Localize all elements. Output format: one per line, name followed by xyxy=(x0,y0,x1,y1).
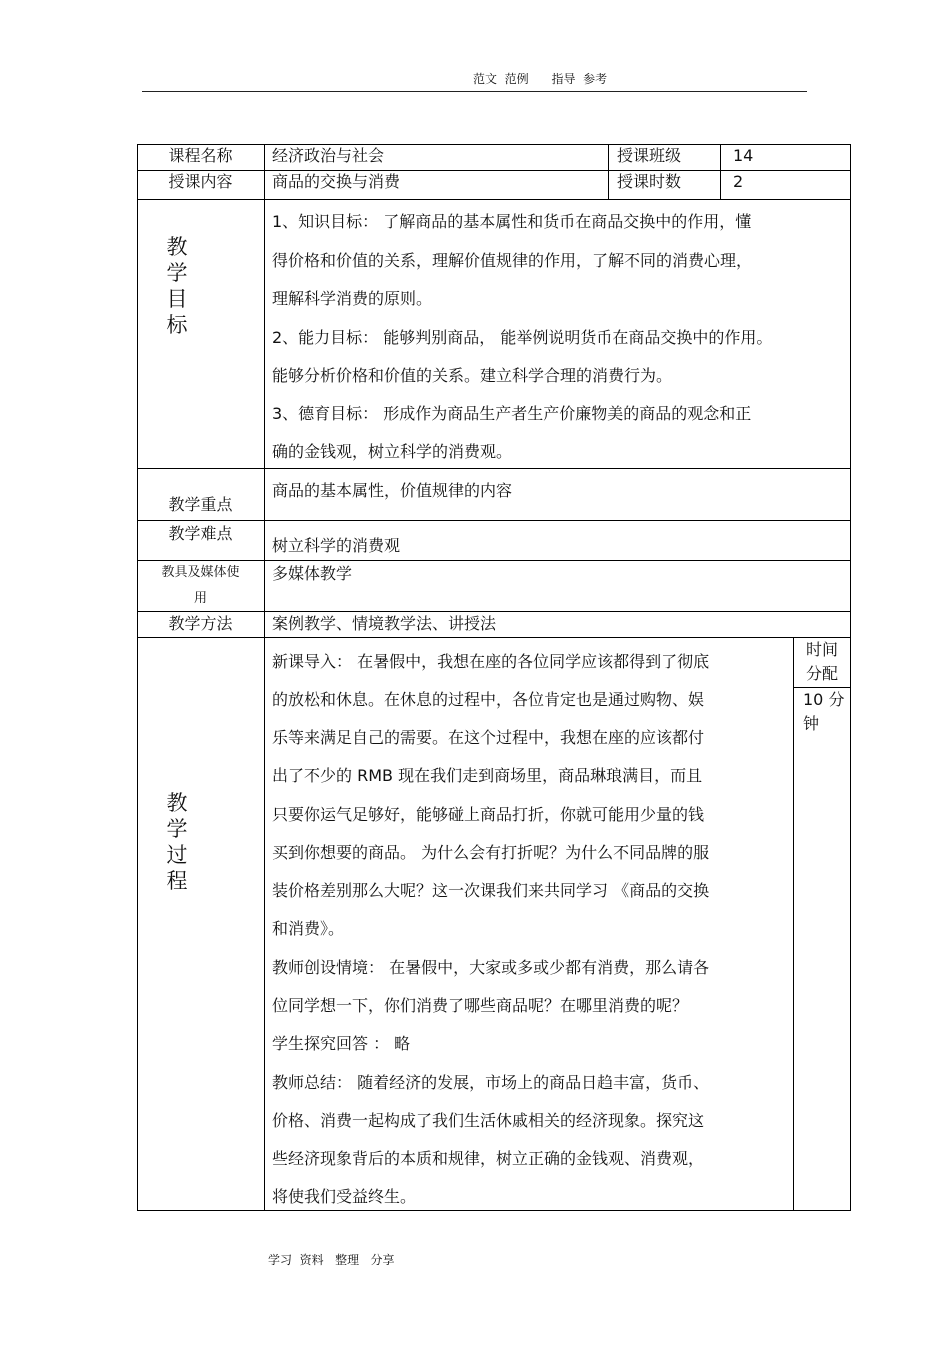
method-value: 案例教学、情境教学法、讲授法 xyxy=(272,614,497,633)
goals-line: 得价格和价值的关系，理解价值规律的作用，了解不同的消费心理， xyxy=(272,251,753,270)
table-line xyxy=(137,170,851,171)
table-line xyxy=(137,144,138,1211)
process-label-char: 教 xyxy=(166,791,188,815)
process-line: 只要你运气足够好，能够碰上商品打折，你就可能用少量的钱 xyxy=(272,805,705,824)
time-value-line-1: 10 分 xyxy=(803,690,845,709)
time-header-line-2: 分配 xyxy=(806,664,839,683)
process-line: 位同学想一下，你们消费了哪些商品呢？在哪里消费的呢？ xyxy=(272,996,689,1015)
goals-label-char: 目 xyxy=(166,287,188,311)
process-line: 学生探究回答 ： 略 xyxy=(272,1034,411,1053)
class-label: 授课班级 xyxy=(617,146,682,165)
difficulty-value: 树立科学的消费观 xyxy=(272,536,401,555)
process-line: 价格、消费一起构成了我们生活休戚相关的经济现象。探究这 xyxy=(272,1111,705,1130)
table-line xyxy=(137,520,851,521)
process-line: 和消费》。 xyxy=(272,919,345,938)
process-label-char: 学 xyxy=(166,817,188,841)
table-line xyxy=(137,199,851,200)
goals-line: 1、知识目标： 了解商品的基本属性和货币在商品交换中的作用，懂 xyxy=(272,212,752,231)
media-label-line-1: 教具及媒体使 xyxy=(161,565,240,580)
table-line xyxy=(793,637,794,1211)
process-line: 的放松和休息。在休息的过程中，各位肯定也是通过购物、娱 xyxy=(272,690,705,709)
media-label-line-2: 用 xyxy=(193,591,207,606)
table-line xyxy=(793,687,851,688)
goals-line: 理解科学消费的原则。 xyxy=(272,289,433,308)
process-line: 乐等来满足自己的需要。在这个过程中，我想在座的应该都付 xyxy=(272,728,705,747)
table-line xyxy=(720,144,721,200)
table-line xyxy=(608,144,609,200)
goals-line: 3、德育目标： 形成作为商品生产者生产价廉物美的商品的观念和正 xyxy=(272,404,752,423)
process-line: 些经济现象背后的本质和规律，树立正确的金钱观、消费观， xyxy=(272,1149,705,1168)
goals-label xyxy=(162,234,192,338)
process-line: 买到你想要的商品。 为什么会有打折呢？为什么不同品牌的服 xyxy=(272,843,710,862)
goals-line: 确的金钱观，树立科学的消费观。 xyxy=(272,442,513,461)
content-value: 商品的交换与消费 xyxy=(272,172,401,191)
process-line: 出了不少的 RMB 现在我们走到商场里，商品琳琅满目，而且 xyxy=(272,766,703,785)
time-header-line-1: 时间 xyxy=(806,640,839,659)
process-line: 将使我们受益终生。 xyxy=(272,1187,417,1206)
table-line xyxy=(137,144,851,145)
hours-label: 授课时数 xyxy=(617,172,682,191)
table-line xyxy=(137,560,851,561)
content-label: 授课内容 xyxy=(168,172,233,191)
process-label-char: 过 xyxy=(166,843,188,867)
goals-line: 能够分析价格和价值的关系。建立科学合理的消费行为。 xyxy=(272,366,673,385)
process-line: 新课导入： 在暑假中，我想在座的各位同学应该都得到了彻底 xyxy=(272,652,710,671)
course-name-label: 课程名称 xyxy=(168,146,233,165)
goals-label-char: 标 xyxy=(166,313,188,337)
goals-label-char: 教 xyxy=(166,235,188,259)
process-line: 教师创设情境： 在暑假中，大家或多或少都有消费，那么请各 xyxy=(272,958,710,977)
hours-value: 2 xyxy=(733,172,744,191)
table-line xyxy=(137,611,851,612)
table-line xyxy=(137,468,851,469)
goals-label-char: 学 xyxy=(166,261,188,285)
table-line xyxy=(137,1210,851,1211)
method-label: 教学方法 xyxy=(168,614,233,633)
key-points-value: 商品的基本属性，价值规律的内容 xyxy=(272,481,513,500)
page-header: 范文 范例 指导 参考 xyxy=(473,72,608,86)
media-value: 多媒体教学 xyxy=(272,564,353,583)
header-rule xyxy=(142,91,807,92)
table-line xyxy=(850,144,851,1211)
class-value: 14 xyxy=(733,146,754,165)
table-line xyxy=(137,637,851,638)
time-value-line-2: 钟 xyxy=(803,714,820,733)
course-name-value: 经济政治与社会 xyxy=(272,146,385,165)
table-line xyxy=(264,144,265,1211)
process-line: 教师总结： 随着经济的发展，市场上的商品日趋丰富，货币、 xyxy=(272,1073,710,1092)
process-label xyxy=(162,790,192,894)
key-points-label: 教学重点 xyxy=(168,495,233,514)
goals-line: 2、能力目标： 能够判别商品， 能举例说明货币在商品交换中的作用。 xyxy=(272,328,773,347)
process-label-char: 程 xyxy=(166,869,188,893)
page-footer: 学习 资料 整理 分享 xyxy=(268,1253,395,1267)
process-line: 装价格差别那么大呢？这一次课我们来共同学习 《商品的交换 xyxy=(272,881,710,900)
difficulty-label: 教学难点 xyxy=(168,524,233,543)
